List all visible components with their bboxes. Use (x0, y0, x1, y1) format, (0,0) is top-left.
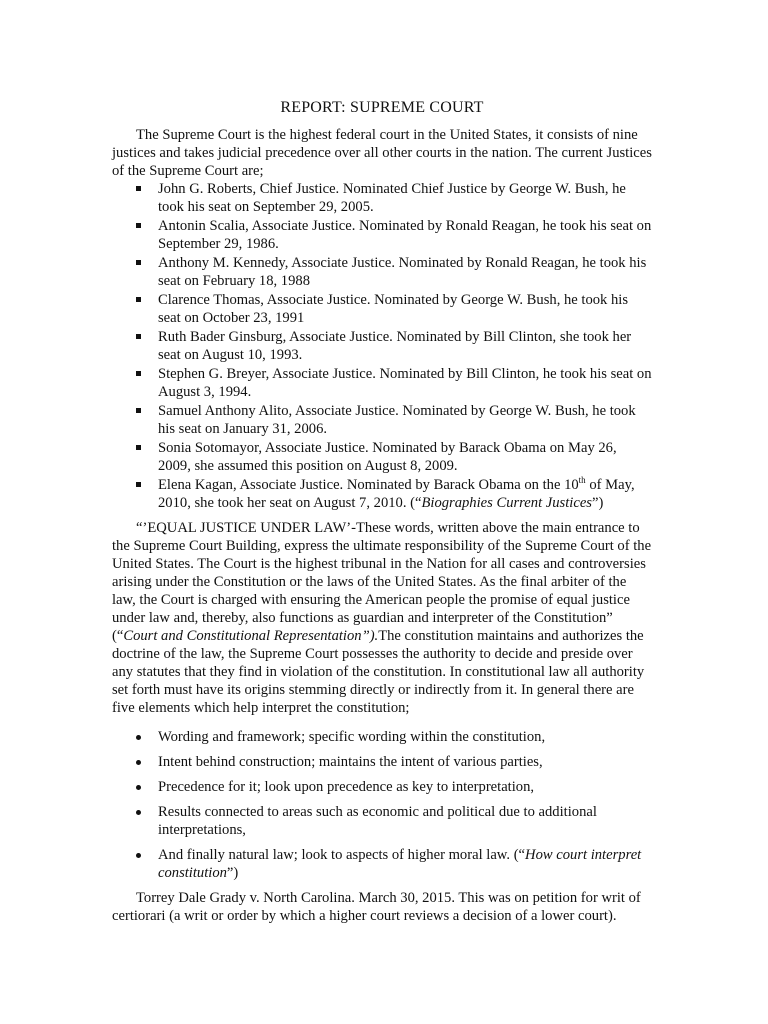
citation-close: ”) (591, 495, 604, 511)
justice-text: Ruth Bader Ginsburg, Associate Justice. Nominated by Bill Clinton, she took her seat on August 10, 1993. (158, 329, 632, 363)
list-item (158, 291, 652, 327)
element-text: Results connected to areas such as economic and political due to additional interpretations, (158, 804, 597, 838)
square-bullet-icon (136, 297, 141, 302)
square-bullet-icon (136, 371, 141, 376)
list-item (158, 217, 652, 253)
superscript-ordinal: th (578, 475, 586, 486)
list-item (158, 778, 652, 796)
justice-text: Anthony M. Kennedy, Associate Justice. Nominated by Ronald Reagan, he took his seat on February 18, 1988 (158, 255, 647, 289)
square-bullet-icon (136, 482, 141, 487)
square-bullet-icon (136, 186, 141, 191)
list-item (158, 846, 652, 882)
element-text: Precedence for it; look upon precedence as key to interpretation, (158, 779, 535, 795)
list-item (158, 254, 652, 290)
list-item (158, 402, 652, 438)
round-bullet-icon (136, 810, 141, 815)
element-text: Wording and framework; specific wording within the constitution, (158, 729, 546, 745)
kagan-text: Elena Kagan, Associate Justice. Nominated by Barack Obama on the 10 (158, 477, 579, 493)
paragraph-text: “’EQUAL JUSTICE UNDER LAW’-These words, written above the main entrance to the Supreme Court Building, express the ultimate responsibility of the Supreme Court of the United States. The Court is the highest tribunal in the Nation for all cases and controversies arising under the Constitution or the laws of the United States. As the final arbiter of the law, the Court is charged with ensuring the American people the promise of equal justice under law and, thereby, also functions as guardian and interpreter of the Constitution” (“ (112, 520, 652, 644)
justices-list (112, 180, 652, 512)
grady-paragraph: Torrey Dale Grady v. North Carolina. March 30, 2015. This was on petition for writ of certiorari (a writ or order by which a higher court reviews a decision of a lower court). (112, 890, 641, 924)
list-item (158, 328, 652, 364)
list-item (158, 365, 652, 401)
square-bullet-icon (136, 223, 141, 228)
citation: Biographies Current Justices (421, 495, 592, 511)
list-item (158, 476, 652, 512)
justice-text: Antonin Scalia, Associate Justice. Nominated by Ronald Reagan, he took his seat on September 29, 1986. (158, 218, 652, 252)
citation-close: ”) (226, 865, 239, 881)
round-bullet-icon (136, 785, 141, 790)
square-bullet-icon (136, 334, 141, 339)
element-text: And finally natural law; look to aspects of higher moral law. (“ (158, 847, 526, 863)
element-text: Intent behind construction; maintains the intent of various parties, (158, 754, 543, 770)
paragraph-text-cont: The constitution maintains and authorizes the doctrine of the law, the Supreme Court possesses the authority to decide and preside over any statutes that they find in violation of the constitution. In constitutional law all authority set forth must have its origins stemming directly or indirectly from it. In general there are five elements which help interpret the constitution; (112, 628, 645, 716)
elements-list (112, 728, 652, 882)
square-bullet-icon (136, 408, 141, 413)
list-item (158, 180, 652, 216)
round-bullet-icon (136, 760, 141, 765)
report-title: REPORT: SUPREME COURT (280, 99, 484, 116)
round-bullet-icon (136, 735, 141, 740)
justice-text: Samuel Anthony Alito, Associate Justice. Nominated by George W. Bush, he took his seat on January 31, 2006. (158, 403, 636, 437)
document-body (112, 98, 652, 925)
square-bullet-icon (136, 445, 141, 450)
list-item (158, 803, 652, 839)
square-bullet-icon (136, 260, 141, 265)
justice-text: John G. Roberts, Chief Justice. Nominated Chief Justice by George W. Bush, he took his seat on September 29, 2005. (158, 181, 626, 215)
citation: Court and Constitutional Representation”). (123, 628, 379, 644)
list-item (158, 439, 652, 475)
equal-justice-paragraph (112, 519, 652, 717)
justice-text: Sonia Sotomayor, Associate Justice. Nominated by Barack Obama on May 26, 2009, she assumed this position on August 8, 2009. (158, 440, 617, 474)
list-item (158, 753, 652, 771)
justice-text: Clarence Thomas, Associate Justice. Nominated by George W. Bush, he took his seat on October 23, 1991 (158, 292, 629, 326)
intro-paragraph: The Supreme Court is the highest federal court in the United States, it consists of nine justices and takes judicial precedence over all other courts in the nation. The current Justices of the Supreme Court are; (112, 127, 652, 179)
list-item (158, 728, 652, 746)
justice-text: Stephen G. Breyer, Associate Justice. Nominated by Bill Clinton, he took his seat on August 3, 1994. (158, 366, 652, 400)
citation: How court interpret constitution (158, 847, 642, 881)
kagan-text-cont: of May, 2010, she took her seat on August 7, 2010. (“ (158, 477, 635, 511)
round-bullet-icon (136, 853, 141, 858)
